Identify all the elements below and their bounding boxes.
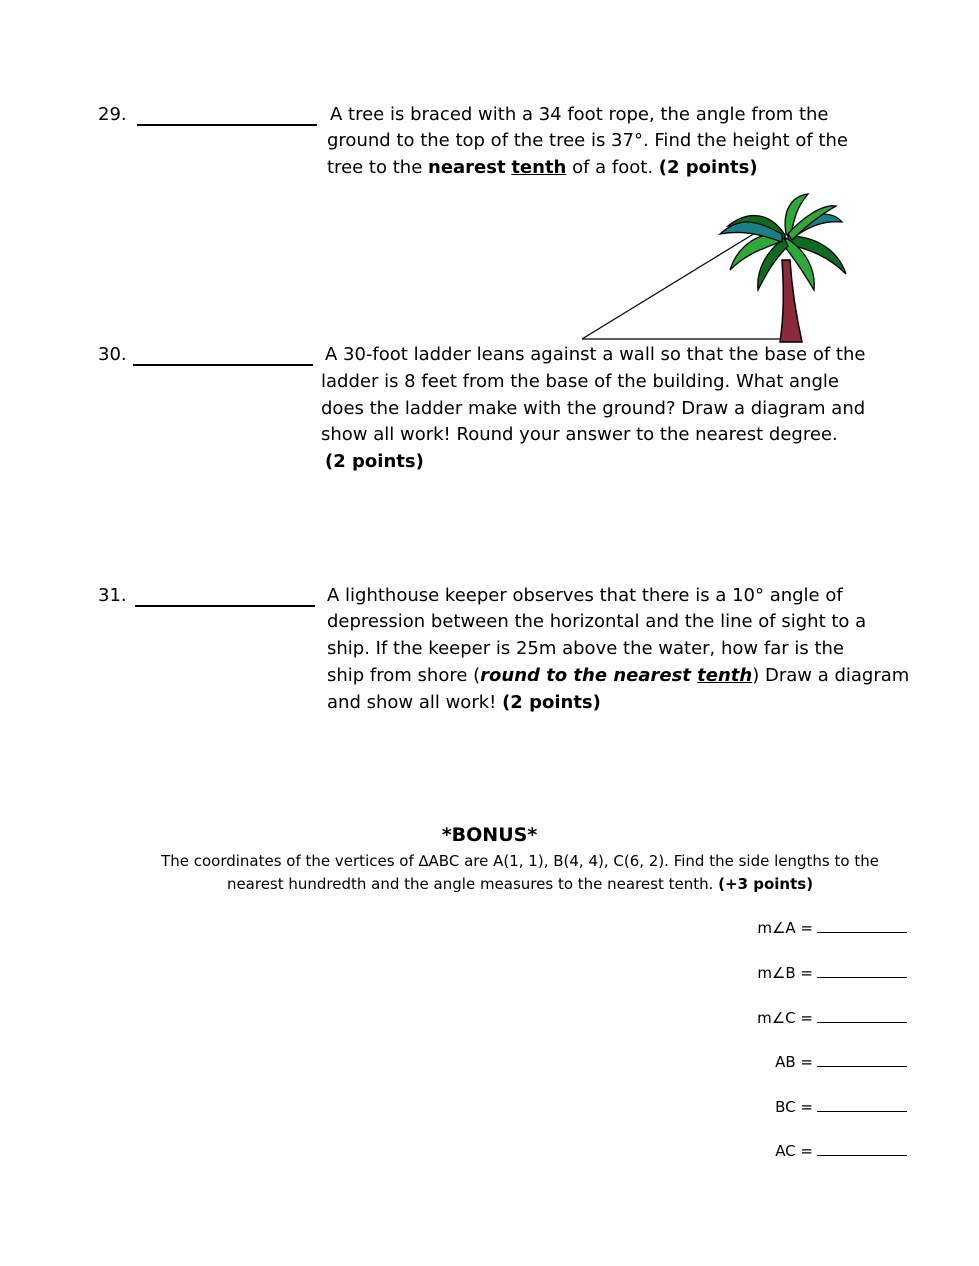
question-30-line-1: A 30-foot ladder leans against a wall so that the base of the	[325, 344, 866, 365]
question-30-line-3: does the ladder make with the ground? Draw a diagram and	[321, 398, 866, 419]
question-31-number: 31.	[98, 585, 127, 606]
palm-tree-diagram	[570, 190, 860, 350]
question-29-line-1: A tree is braced with a 34 foot rope, the angle from the	[330, 104, 829, 125]
question-31-line-3: ship. If the keeper is 25m above the water, how far is the	[327, 638, 844, 659]
answer-side-bc[interactable]: BC =	[680, 1097, 907, 1117]
question-31-line-1: A lighthouse keeper observes that there is a 10° angle of	[327, 585, 843, 606]
trunk	[780, 260, 802, 342]
bonus-title: *BONUS*	[441, 824, 538, 846]
answer-angle-b[interactable]: m∠B =	[680, 963, 907, 983]
answer-blank-31[interactable]	[135, 605, 315, 607]
answer-angle-c[interactable]: m∠C =	[680, 1008, 907, 1028]
question-29-number: 29.	[98, 104, 127, 125]
question-29-line-3: tree to the nearest tenth of a foot. (2 points)	[327, 157, 758, 178]
answer-side-ac[interactable]: AC =	[680, 1141, 907, 1161]
question-29-line-2: ground to the top of the tree is 37°. Find the height of the	[327, 130, 848, 151]
bonus-instructions: The coordinates of the vertices of ∆ABC are A(1, 1), B(4, 4), C(6, 2). Find the side lengths to the nearest hundredth and the angle measures to the nearest tenth. (+3 points)	[161, 852, 879, 893]
question-31-line-4: ship from shore (round to the nearest tenth) Draw a diagram	[327, 665, 910, 686]
question-30-line-4: show all work! Round your answer to the nearest degree.	[321, 424, 838, 445]
answer-blank-30[interactable]	[133, 364, 313, 366]
rope-line	[582, 230, 760, 339]
answer-side-ab[interactable]: AB =	[680, 1052, 907, 1072]
answer-angle-a[interactable]: m∠A =	[680, 918, 907, 938]
question-31-line-2: depression between the horizontal and the line of sight to a	[327, 611, 867, 632]
question-30-points: (2 points)	[325, 451, 424, 472]
answer-blank-29[interactable]	[137, 124, 317, 126]
question-30-number: 30.	[98, 344, 127, 365]
question-31-line-5: and show all work! (2 points)	[327, 692, 601, 713]
question-30-line-2: ladder is 8 feet from the base of the building. What angle	[321, 371, 839, 392]
